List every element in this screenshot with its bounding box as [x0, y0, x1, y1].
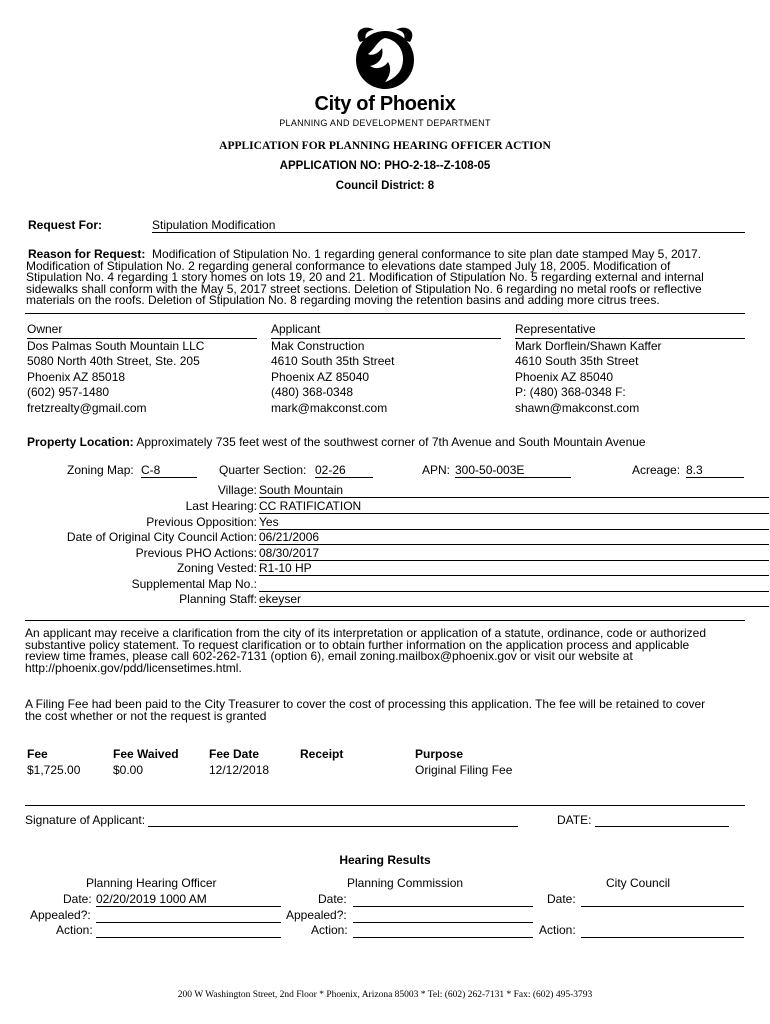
applicant-block — [271, 322, 501, 417]
reason-line: Stipulation No. 4 regarding 1 story homes on lots 19, 20 and 21. Modification of Stipulation No. 5 regarding external and internal — [26, 270, 704, 284]
pho-appealed-label: Appealed?: — [30, 908, 91, 922]
representative-heading: Representative — [515, 322, 745, 339]
owner-heading: Owner — [27, 322, 257, 339]
fee-waived-amount: $0.00 — [113, 763, 144, 777]
purpose-value: Original Filing Fee — [415, 763, 513, 777]
detail-value: 08/30/2017 — [259, 546, 769, 561]
fee-date-header: Fee Date — [209, 747, 260, 761]
fee-header: Fee — [27, 747, 48, 761]
detail-value — [259, 577, 769, 592]
reason-line: sidewalks shall conform with the May 5, 2017 street sections. Deletion of Stipulation No. 6 regarding no metal roofs or reflective — [26, 281, 702, 296]
owner-line: Phoenix AZ 85018 — [27, 369, 126, 384]
reason-line: materials on the roofs. Deletion of Stipulation No. 8 regarding moving the retention basins and adding more citrus trees. — [26, 293, 660, 307]
detail-row-previous-opposition — [25, 515, 745, 531]
reason-line: Modification of Stipulation No. 1 regarding general conformance to site plan date stamped May 5, 2017. — [152, 247, 702, 261]
property-label: Property Location: — [27, 435, 134, 449]
pc-appealed-label: Appealed?: — [286, 908, 347, 922]
cc-date-field[interactable] — [581, 892, 744, 907]
detail-value: 06/21/2006 — [259, 530, 769, 545]
application-number: APPLICATION NO: PHO-2-18--Z-108-05 — [279, 160, 491, 172]
representative-block — [515, 322, 745, 417]
footer-address: 200 W Washington Street, 2nd Floor * Phoenix, Arizona 85003 * Tel: (602) 262-7131 * Fax: (602) 495-3793 — [177, 990, 593, 1000]
detail-value: Yes — [259, 515, 769, 530]
pc-date-field[interactable] — [353, 892, 533, 907]
detail-row-planning-staff — [25, 592, 745, 608]
purpose-header: Purpose — [415, 747, 464, 761]
cc-date-label: Date: — [547, 892, 576, 906]
applicant-line: 4610 South 35th Street — [271, 354, 395, 369]
clarification-notice — [25, 628, 765, 674]
notice-line: review time frames, please call 602-262-7131 (option 6), email zoning.mailbox@phoenix.gov or visit our website at — [25, 649, 633, 663]
signature-date-field[interactable] — [595, 814, 729, 827]
detail-row-zoning-vested — [25, 561, 745, 577]
applicant-heading: Applicant — [271, 322, 501, 339]
signature-field[interactable] — [148, 814, 518, 827]
notice-line: substantive policy statement. To request clarification or to obtain further information on the application process and applicable — [25, 637, 690, 652]
zoning-map-label: Zoning Map: — [67, 463, 134, 477]
form-title: APPLICATION FOR PLANNING HEARING OFFICER ACTION — [219, 140, 551, 152]
hearing-results-title: Hearing Results — [339, 853, 431, 867]
pc-action-field[interactable] — [353, 923, 533, 938]
divider — [25, 313, 745, 314]
apn-label: APN: — [422, 463, 451, 477]
detail-value: ekeyser — [259, 592, 769, 607]
pc-date-label: Date: — [318, 892, 347, 906]
owner-line: Dos Palmas South Mountain LLC — [27, 338, 205, 353]
owner-block — [27, 322, 257, 417]
applicant-line: (480) 368-0348 — [271, 385, 354, 400]
request-value: Stipulation Modification — [152, 218, 745, 233]
fee-notice — [25, 699, 765, 722]
representative-line: Phoenix AZ 85040 — [515, 369, 614, 384]
signature-date — [557, 813, 729, 827]
detail-label: Supplemental Map No.: — [131, 577, 257, 591]
signature-label: Signature of Applicant: — [25, 813, 146, 827]
notice-line: An applicant may receive a clarification from the city of its interpretation or application of a statute, ordinance, code or authorized — [25, 626, 707, 640]
fee-table — [25, 747, 745, 806]
representative-line: 4610 South 35th Street — [515, 354, 639, 369]
quarter-section-label: Quarter Section: — [219, 463, 307, 477]
property-location — [27, 435, 646, 449]
representative-line: Mark Dorflein/Shawn Kaffer — [515, 338, 662, 353]
notice-line: http://phoenix.gov/pdd/licensetimes.html. — [25, 660, 242, 675]
detail-row-previous-pho — [25, 546, 745, 562]
reason-line: Modification of Stipulation No. 2 regarding general conformance to elevations date stamped July 18, 2005. Modification of — [26, 258, 671, 273]
cc-action-label: Action: — [539, 923, 576, 937]
council-district: Council District: 8 — [335, 180, 435, 192]
applicant-email: mark@makconst.com — [271, 400, 388, 415]
representative-line: P: (480) 368-0348 F: — [515, 385, 626, 400]
cc-action-field[interactable] — [581, 923, 744, 938]
pc-action-label: Action: — [311, 923, 348, 937]
pc-appealed-field[interactable] — [353, 908, 533, 923]
pho-action-field[interactable] — [96, 923, 281, 938]
fee-notice-line: the cost whether or not the request is granted — [25, 708, 267, 723]
signature-date-label: DATE: — [557, 813, 592, 827]
fee-amount: $1,725.00 — [27, 763, 81, 777]
detail-label: Last Hearing: — [185, 499, 257, 513]
planning-commission-heading: Planning Commission — [347, 876, 464, 890]
detail-row-village — [25, 483, 745, 499]
detail-row-original-council-action — [25, 530, 745, 546]
reason-label: Reason for Request: — [28, 247, 146, 261]
owner-email: fretzrealty@gmail.com — [27, 400, 147, 415]
city-council-heading: City Council — [606, 876, 671, 890]
fee-date-value: 12/12/2018 — [209, 763, 270, 777]
apn-value: 300-50-003E — [455, 463, 571, 478]
detail-label: Village: — [217, 483, 257, 497]
request-label: Request For: — [28, 218, 103, 232]
detail-label: Previous PHO Actions: — [135, 546, 257, 560]
pho-date-label: Date: — [63, 892, 92, 906]
applicant-line: Phoenix AZ 85040 — [271, 369, 370, 384]
fee-waived-header: Fee Waived — [113, 747, 179, 761]
owner-line: (602) 957-1480 — [27, 385, 110, 400]
pho-appealed-field[interactable] — [96, 908, 281, 923]
phoenix-bird-logo — [340, 22, 430, 98]
detail-label: Planning Staff: — [179, 592, 257, 606]
detail-row-last-hearing — [25, 499, 745, 515]
detail-label: Previous Opposition: — [146, 515, 257, 529]
detail-row-supplemental-map — [25, 577, 745, 593]
property-value: Approximately 735 feet west of the southwest corner of 7th Avenue and South Mountain Avenue — [136, 435, 646, 449]
detail-value: R1-10 HP — [259, 561, 769, 576]
reason-block — [28, 249, 758, 307]
receipt-header: Receipt — [300, 747, 344, 761]
acreage-label: Acreage: — [632, 463, 681, 477]
quarter-section-value: 02-26 — [315, 463, 373, 478]
detail-value: CC RATIFICATION — [259, 499, 769, 514]
acreage-value: 8.3 — [686, 463, 744, 478]
detail-label: Date of Original City Council Action: — [66, 530, 257, 544]
org-name: City of Phoenix — [314, 93, 456, 115]
hearing-officer-heading: Planning Hearing Officer — [86, 876, 217, 890]
pho-date-value[interactable]: 02/20/2019 1000 AM — [96, 892, 281, 907]
department-name: PLANNING AND DEVELOPMENT DEPARTMENT — [279, 118, 491, 128]
detail-value: South Mountain — [259, 483, 769, 498]
zoning-map-value: C-8 — [141, 463, 197, 478]
owner-line: 5080 North 40th Street, Ste. 205 — [27, 354, 200, 369]
pho-action-label: Action: — [56, 923, 93, 937]
applicant-line: Mak Construction — [271, 338, 365, 353]
representative-email: shawn@makconst.com — [515, 400, 640, 415]
detail-label: Zoning Vested: — [176, 561, 257, 575]
divider — [25, 620, 745, 621]
fee-notice-line: A Filing Fee had been paid to the City Treasurer to cover the cost of processing this application. The fee will be retained to cover — [25, 697, 706, 711]
signature-line — [25, 813, 518, 827]
